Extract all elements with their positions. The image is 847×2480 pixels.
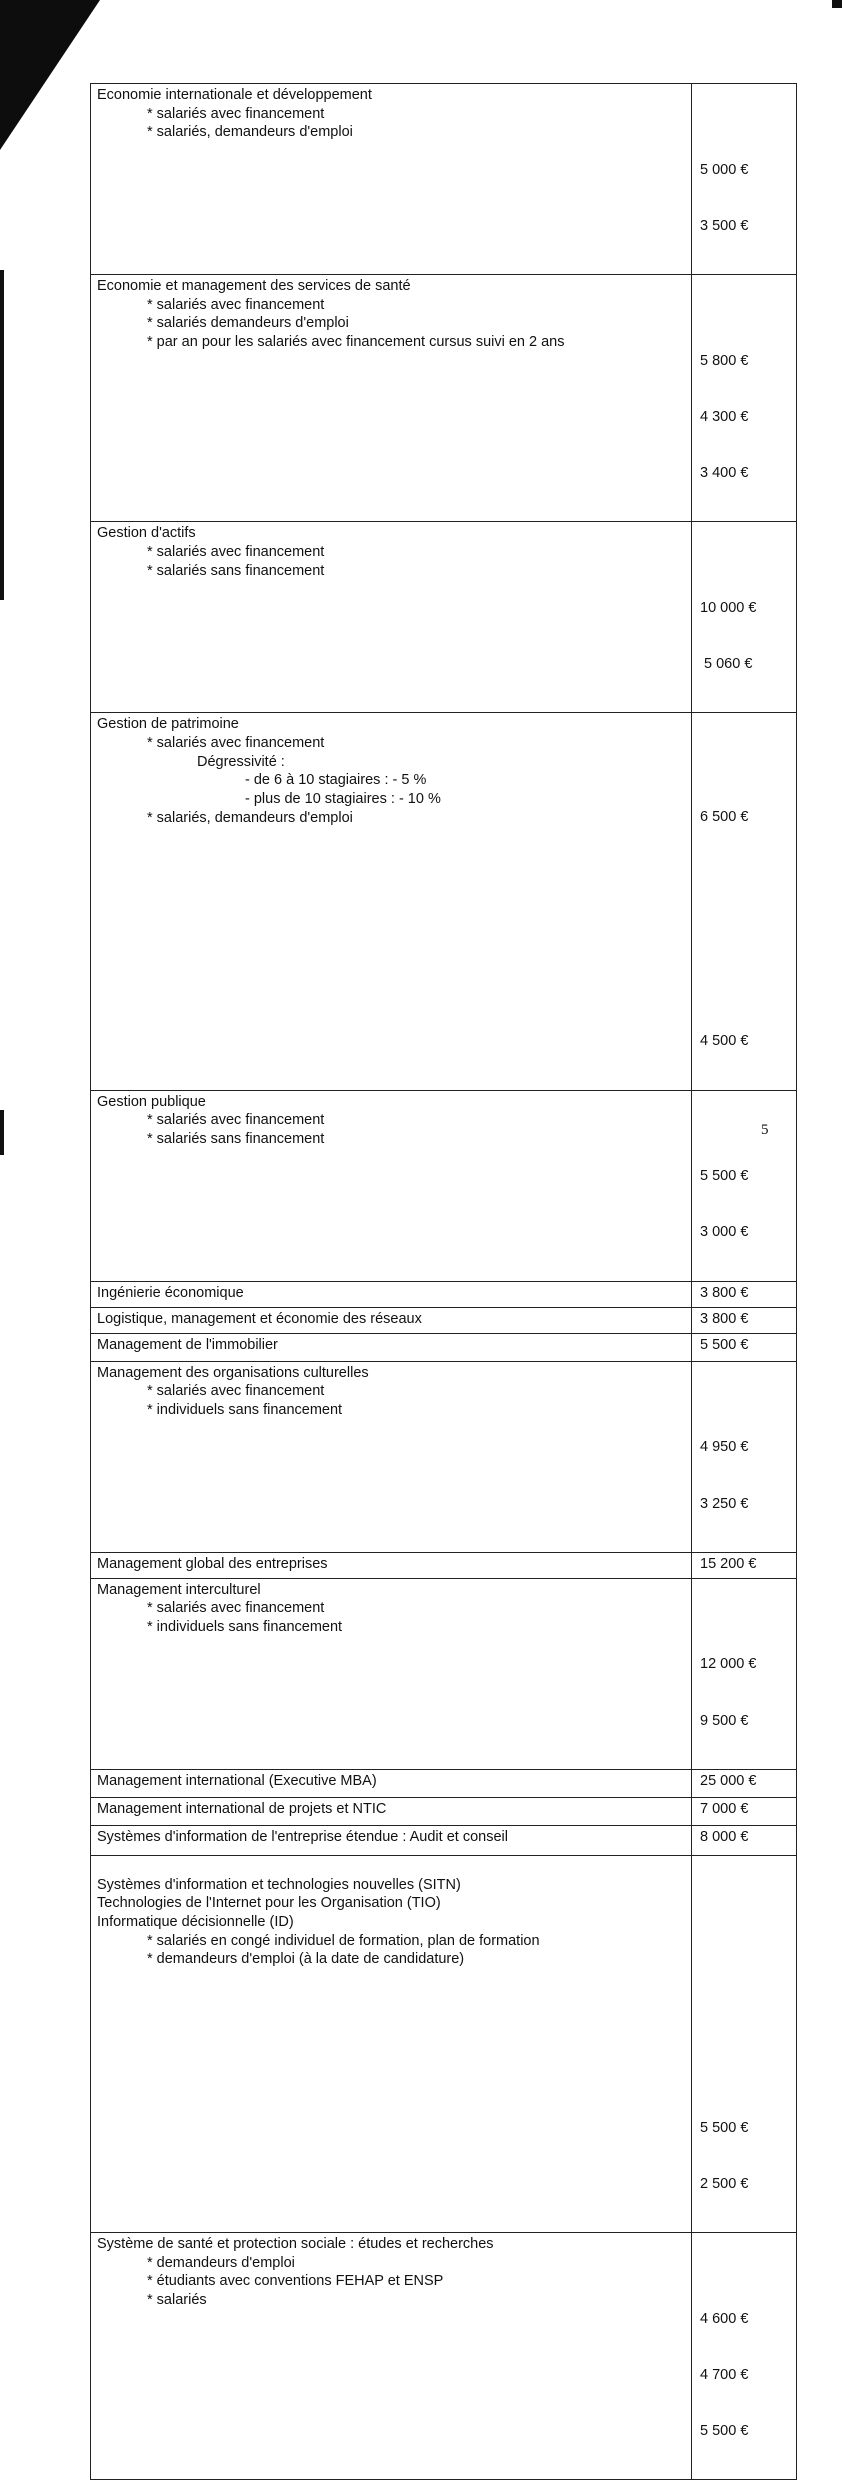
program-title: Management global des entreprises [97, 1555, 328, 1572]
program-cell [91, 1769, 692, 1797]
price-spacer [700, 1950, 792, 1969]
table-row [91, 522, 797, 713]
table-row [91, 1769, 797, 1797]
scan-edge-mark [0, 270, 4, 600]
price: 3 000 € [700, 1224, 749, 1241]
price: 5 060 € [700, 656, 753, 673]
price-spacer [700, 920, 792, 939]
row-spacer [97, 1858, 687, 1876]
program-title: Management international de projets et NTIC [97, 1800, 387, 1817]
program-title: Système de santé et protection sociale : études et recherches [97, 2236, 494, 2253]
fee-category: * salariés, demandeurs d'emploi [147, 809, 353, 826]
program-title: Economie internationale et développement [97, 87, 372, 103]
fee-category: * demandeurs d'emploi (à la date de candidature) [147, 1951, 465, 1968]
program-title: Gestion de patrimoine [97, 716, 239, 733]
fee-category: * salariés avec financement [147, 543, 325, 560]
price-spacer [700, 864, 792, 883]
program-title: Systèmes d'information et technologies nouvelles (SITN) [97, 1876, 461, 1893]
price: 3 800 € [700, 1284, 749, 1301]
price-cell [692, 1361, 797, 1552]
table-row [91, 1578, 797, 1769]
price: 3 250 € [700, 1495, 749, 1512]
program-title: Management des organisations culturelles [97, 1364, 369, 1381]
price: 5 000 € [700, 161, 749, 178]
fee-category: * individuels sans financement [147, 1402, 343, 1418]
price: 4 300 € [700, 408, 749, 425]
price-cell [692, 84, 797, 275]
table-row [91, 1855, 797, 2232]
price-cell [692, 2233, 797, 2480]
fee-category: * salariés demandeurs d'emploi [147, 315, 349, 332]
program-title: Logistique, management et économie des réseaux [97, 1310, 422, 1327]
price-cell [692, 275, 797, 522]
program-cell [91, 1855, 692, 2232]
price: 5 500 € [700, 2119, 749, 2136]
program-title: Ingénierie économique [97, 1284, 244, 1301]
fee-category: * par an pour les salariés avec financement cursus suivi en 2 ans [147, 334, 565, 351]
discount-rule: - de 6 à 10 stagiaires : - 5 % [245, 772, 427, 789]
price-cell [692, 1855, 797, 2232]
program-cell [91, 1307, 692, 1333]
scan-corner-mark [832, 0, 842, 8]
program-cell [91, 713, 692, 1090]
table-row [91, 1797, 797, 1825]
discount-rule: - plus de 10 stagiaires : - 10 % [245, 791, 441, 808]
program-cell [91, 1333, 692, 1361]
table-row [91, 1333, 797, 1361]
price: 3 500 € [700, 217, 749, 234]
fee-category: * salariés avec financement [147, 734, 325, 751]
price: 5 500 € [700, 1336, 749, 1353]
page-number: 5 [761, 1122, 769, 1138]
price-cell [692, 1825, 797, 1855]
program-title: Technologies de l'Internet pour les Organisation (TIO) [97, 1895, 441, 1912]
price-spacer [700, 1895, 792, 1913]
program-title: Management international (Executive MBA) [97, 1772, 377, 1789]
table-row [91, 84, 797, 275]
price: 4 500 € [700, 1033, 749, 1050]
program-title: Informatique décisionnelle (ID) [97, 1914, 294, 1931]
price: 10 000 € [700, 599, 757, 616]
fee-category: * salariés sans financement [147, 1130, 325, 1147]
price-cell [692, 1281, 797, 1307]
program-title: Management de l'immobilier [97, 1336, 278, 1353]
price: 3 800 € [700, 1310, 749, 1327]
program-title: Management interculturel [97, 1581, 261, 1598]
price-cell [692, 1307, 797, 1333]
discount-heading: Dégressivité : [197, 753, 285, 770]
fee-category: * salariés sans financement [147, 562, 325, 579]
table-row [91, 1090, 797, 1281]
fee-category: * individuels sans financement [147, 1619, 343, 1636]
price-cell [692, 1333, 797, 1361]
price: 15 200 € [700, 1555, 757, 1572]
fee-category: * salariés avec financement [147, 1383, 325, 1400]
table-row [91, 713, 797, 1090]
scan-edge-mark [0, 1110, 4, 1155]
price: 2 500 € [700, 2175, 749, 2192]
price: 4 600 € [700, 2310, 749, 2327]
price: 7 000 € [700, 1800, 749, 1817]
price-spacer [700, 753, 792, 771]
fee-category: * salariés en congé individuel de formation, plan de formation [147, 1932, 540, 1949]
price-cell [692, 713, 797, 1090]
price-spacer [700, 976, 792, 995]
program-cell [91, 1281, 692, 1307]
program-title: Gestion d'actifs [97, 525, 196, 542]
price: 3 400 € [700, 465, 749, 482]
price: 5 800 € [700, 352, 749, 369]
program-cell [91, 1361, 692, 1552]
table-row [91, 1281, 797, 1307]
table-row [91, 1361, 797, 1552]
table-row [91, 1552, 797, 1578]
table-row [91, 1307, 797, 1333]
price: 5 500 € [700, 2423, 749, 2440]
price: 8 000 € [700, 1828, 749, 1845]
price-cell [692, 1552, 797, 1578]
program-cell [91, 275, 692, 522]
price: 4 700 € [700, 2366, 749, 2383]
price: 6 500 € [700, 809, 749, 826]
fee-category: * salariés avec financement [147, 105, 325, 122]
program-cell [91, 1552, 692, 1578]
fee-table [90, 83, 797, 2480]
table-row [91, 2233, 797, 2480]
price: 4 950 € [700, 1439, 749, 1456]
price-cell [692, 1797, 797, 1825]
program-cell [91, 1797, 692, 1825]
program-cell [91, 522, 692, 713]
price-cell [692, 522, 797, 713]
price-spacer [700, 2007, 792, 2026]
scan-shadow [0, 0, 100, 200]
program-cell [91, 1090, 692, 1281]
fee-category: * salariés avec financement [147, 1112, 325, 1129]
program-title: Systèmes d'information de l'entreprise étendue : Audit et conseil [97, 1828, 508, 1845]
price-spacer [700, 2063, 792, 2082]
price-cell [692, 1090, 797, 1281]
price-cell [692, 1769, 797, 1797]
price-cell [692, 1578, 797, 1769]
price: 9 500 € [700, 1712, 749, 1729]
program-cell [91, 1578, 692, 1769]
fee-category: * salariés, demandeurs d'emploi [147, 124, 353, 141]
price: 25 000 € [700, 1772, 757, 1789]
fee-category: * salariés avec financement [147, 1600, 325, 1617]
table-row [91, 1825, 797, 1855]
program-cell [91, 84, 692, 275]
program-cell [91, 2233, 692, 2480]
price: 12 000 € [700, 1656, 757, 1673]
fee-category: * salariés avec financement [147, 296, 325, 313]
fee-category: * demandeurs d'emploi [147, 2254, 295, 2271]
program-title: Economie et management des services de santé [97, 278, 411, 295]
table-row [91, 275, 797, 522]
price: 5 500 € [700, 1168, 749, 1185]
program-title: Gestion publique [97, 1093, 206, 1110]
program-cell [91, 1825, 692, 1855]
fee-category: * salariés [147, 2292, 207, 2309]
fee-category: * étudiants avec conventions FEHAP et ENSP [147, 2273, 444, 2290]
